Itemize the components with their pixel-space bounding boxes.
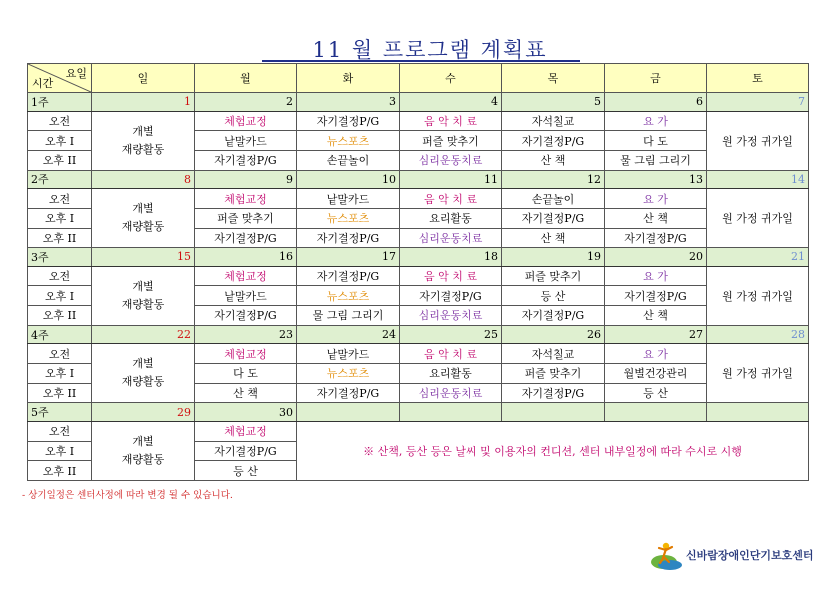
- program-cell: 낱말카드: [195, 131, 297, 151]
- program-cell: 자기결정P/G: [297, 111, 400, 131]
- program-cell: 산 책: [605, 306, 707, 326]
- program-cell: 손끝놀이: [297, 150, 400, 170]
- individual-activity: 개별 재량활동: [92, 421, 195, 480]
- program-cell: 낱말카드: [195, 286, 297, 306]
- program-cell: 요 가: [605, 344, 707, 364]
- program-cell: 등 산: [605, 383, 707, 403]
- week-row: [28, 325, 809, 344]
- date-number: [707, 403, 809, 422]
- program-cell: 요리활동: [400, 208, 502, 228]
- date-number: 17: [297, 248, 400, 267]
- date-number: [297, 403, 400, 422]
- program-cell: 자기결정P/G: [195, 228, 297, 248]
- program-cell: 퍼즐 맞추기: [502, 364, 605, 384]
- date-number: 30: [195, 403, 297, 422]
- date-number: 13: [605, 170, 707, 189]
- date-number: [400, 403, 502, 422]
- date-number: 24: [297, 325, 400, 344]
- date-number: 27: [605, 325, 707, 344]
- date-number: 19: [502, 248, 605, 267]
- program-cell: 자기결정P/G: [297, 228, 400, 248]
- week-label: 2주: [28, 170, 92, 189]
- date-number: 4: [400, 93, 502, 112]
- date-number: 23: [195, 325, 297, 344]
- time-slot-label: 오전: [28, 266, 92, 286]
- corner-day-label: 요일: [65, 67, 87, 80]
- day-header-sun: 일: [92, 64, 195, 93]
- program-cell: 음 악 치 료: [400, 344, 502, 364]
- saturday-home-day: 원 가정 귀가일: [707, 189, 809, 248]
- program-cell: 자기결정P/G: [502, 131, 605, 151]
- date-number: 21: [707, 248, 809, 267]
- day-header-mon: 월: [195, 64, 297, 93]
- program-cell: 심리운동치료: [400, 306, 502, 326]
- slot-row: [28, 111, 809, 131]
- program-cell: 월별건강관리: [605, 364, 707, 384]
- time-slot-label: 오후 I: [28, 364, 92, 384]
- program-cell: 심리운동치료: [400, 228, 502, 248]
- individual-activity: 개별 재량활동: [92, 344, 195, 403]
- time-slot-label: 오전: [28, 111, 92, 131]
- program-cell: 뉴스포츠: [297, 364, 400, 384]
- program-cell: 퍼즐 맞추기: [400, 131, 502, 151]
- program-cell: 산 책: [195, 383, 297, 403]
- day-header-tue: 화: [297, 64, 400, 93]
- individual-activity: 개별 재량활동: [92, 266, 195, 325]
- program-cell: 요 가: [605, 266, 707, 286]
- program-cell: 음 악 치 료: [400, 189, 502, 209]
- time-slot-label: 오후 I: [28, 208, 92, 228]
- program-cell: 산 책: [605, 208, 707, 228]
- saturday-home-day: 원 가정 귀가일: [707, 344, 809, 403]
- program-cell: 산 책: [502, 228, 605, 248]
- program-cell: 물 그림 그리기: [605, 150, 707, 170]
- date-number: 22: [92, 325, 195, 344]
- individual-activity: 개별 재량활동: [92, 189, 195, 248]
- date-number: 1: [92, 93, 195, 112]
- date-number: 7: [707, 93, 809, 112]
- program-cell: 체험교정: [195, 266, 297, 286]
- time-slot-label: 오전: [28, 189, 92, 209]
- program-cell: 자기결정P/G: [297, 383, 400, 403]
- date-number: 14: [707, 170, 809, 189]
- header-row: [28, 64, 809, 93]
- date-number: 16: [195, 248, 297, 267]
- program-cell: 체험교정: [195, 111, 297, 131]
- program-cell: 자기결정P/G: [195, 306, 297, 326]
- program-cell: 자기결정P/G: [195, 150, 297, 170]
- program-cell: 심리운동치료: [400, 383, 502, 403]
- program-cell: 심리운동치료: [400, 150, 502, 170]
- day-header-thu: 목: [502, 64, 605, 93]
- program-cell: 뉴스포츠: [297, 286, 400, 306]
- program-cell: 체험교정: [195, 344, 297, 364]
- program-cell: 음 악 치 료: [400, 111, 502, 131]
- schedule-notice: ※ 산책, 등산 등은 날씨 및 이용자의 컨디션, 센터 내부일정에 따라 수시로 시행: [297, 421, 809, 480]
- date-number: 10: [297, 170, 400, 189]
- date-number: [605, 403, 707, 422]
- slot-row: [28, 344, 809, 364]
- program-cell: 낱말카드: [297, 189, 400, 209]
- logo-text: 신바람장애인단기보호센터: [686, 549, 814, 562]
- program-cell: 자기결정P/G: [502, 383, 605, 403]
- program-cell: 낱말카드: [297, 344, 400, 364]
- program-cell: 뉴스포츠: [297, 131, 400, 151]
- time-slot-label: 오후 II: [28, 228, 92, 248]
- program-cell: 체험교정: [195, 189, 297, 209]
- date-number: 2: [195, 93, 297, 112]
- program-cell: 자기결정P/G: [400, 286, 502, 306]
- day-header-wed: 수: [400, 64, 502, 93]
- time-slot-label: 오후 I: [28, 441, 92, 461]
- program-cell: 자기결정P/G: [195, 441, 297, 461]
- week-row: [28, 93, 809, 112]
- program-cell: 요 가: [605, 111, 707, 131]
- program-cell: 자기결정P/G: [605, 286, 707, 306]
- date-number: 26: [502, 325, 605, 344]
- date-number: 12: [502, 170, 605, 189]
- title-underline: [262, 60, 580, 62]
- individual-activity: 개별 재량활동: [92, 111, 195, 170]
- week-label: 5주: [28, 403, 92, 422]
- program-cell: 등 산: [502, 286, 605, 306]
- week-row: [28, 248, 809, 267]
- slot-row: [28, 189, 809, 209]
- day-header-fri: 금: [605, 64, 707, 93]
- corner-cell: [28, 64, 92, 93]
- week-row: [28, 170, 809, 189]
- week-row: [28, 403, 809, 422]
- program-cell: 자기결정P/G: [605, 228, 707, 248]
- program-cell: 자기결정P/G: [502, 208, 605, 228]
- program-cell: 손끝놀이: [502, 189, 605, 209]
- corner-time-label: 시간: [32, 77, 54, 90]
- program-cell: 퍼즐 맞추기: [502, 266, 605, 286]
- program-cell: 요 가: [605, 189, 707, 209]
- week-label: 4주: [28, 325, 92, 344]
- program-cell: 물 그림 그리기: [297, 306, 400, 326]
- program-cell: 자기결정P/G: [297, 266, 400, 286]
- time-slot-label: 오후 I: [28, 131, 92, 151]
- week-label: 1주: [28, 93, 92, 112]
- date-number: 18: [400, 248, 502, 267]
- saturday-home-day: 원 가정 귀가일: [707, 111, 809, 170]
- date-number: 6: [605, 93, 707, 112]
- program-cell: 자기결정P/G: [502, 306, 605, 326]
- date-number: 20: [605, 248, 707, 267]
- time-slot-label: 오후 II: [28, 461, 92, 481]
- slot-row: [28, 266, 809, 286]
- program-cell: 음 악 치 료: [400, 266, 502, 286]
- date-number: 29: [92, 403, 195, 422]
- center-logo: [650, 538, 814, 572]
- time-slot-label: 오후 I: [28, 286, 92, 306]
- week-label: 3주: [28, 248, 92, 267]
- program-cell: 산 책: [502, 150, 605, 170]
- program-cell: 등 산: [195, 461, 297, 481]
- logo-icon: [650, 538, 684, 572]
- date-number: 5: [502, 93, 605, 112]
- program-cell: 퍼즐 맞추기: [195, 208, 297, 228]
- program-cell: 다 도: [195, 364, 297, 384]
- program-cell: 자석칠교: [502, 344, 605, 364]
- time-slot-label: 오후 II: [28, 383, 92, 403]
- program-cell: 요리활동: [400, 364, 502, 384]
- date-number: 15: [92, 248, 195, 267]
- date-number: [502, 403, 605, 422]
- date-number: 9: [195, 170, 297, 189]
- date-number: 11: [400, 170, 502, 189]
- program-cell: 자석칠교: [502, 111, 605, 131]
- day-header-sat: 토: [707, 64, 809, 93]
- saturday-home-day: 원 가정 귀가일: [707, 266, 809, 325]
- time-slot-label: 오전: [28, 344, 92, 364]
- program-cell: 뉴스포츠: [297, 208, 400, 228]
- program-cell: 체험교정: [195, 421, 297, 441]
- time-slot-label: 오후 II: [28, 306, 92, 326]
- slot-row: [28, 421, 809, 441]
- date-number: 8: [92, 170, 195, 189]
- time-slot-label: 오전: [28, 421, 92, 441]
- time-slot-label: 오후 II: [28, 150, 92, 170]
- program-cell: 다 도: [605, 131, 707, 151]
- schedule-table: [27, 63, 809, 481]
- page-title: 11 월 프로그램 계획표: [312, 38, 548, 62]
- date-number: 25: [400, 325, 502, 344]
- footnote: - 상기일정은 센터사정에 따라 변경 될 수 있습니다.: [22, 490, 233, 501]
- date-number: 28: [707, 325, 809, 344]
- date-number: 3: [297, 93, 400, 112]
